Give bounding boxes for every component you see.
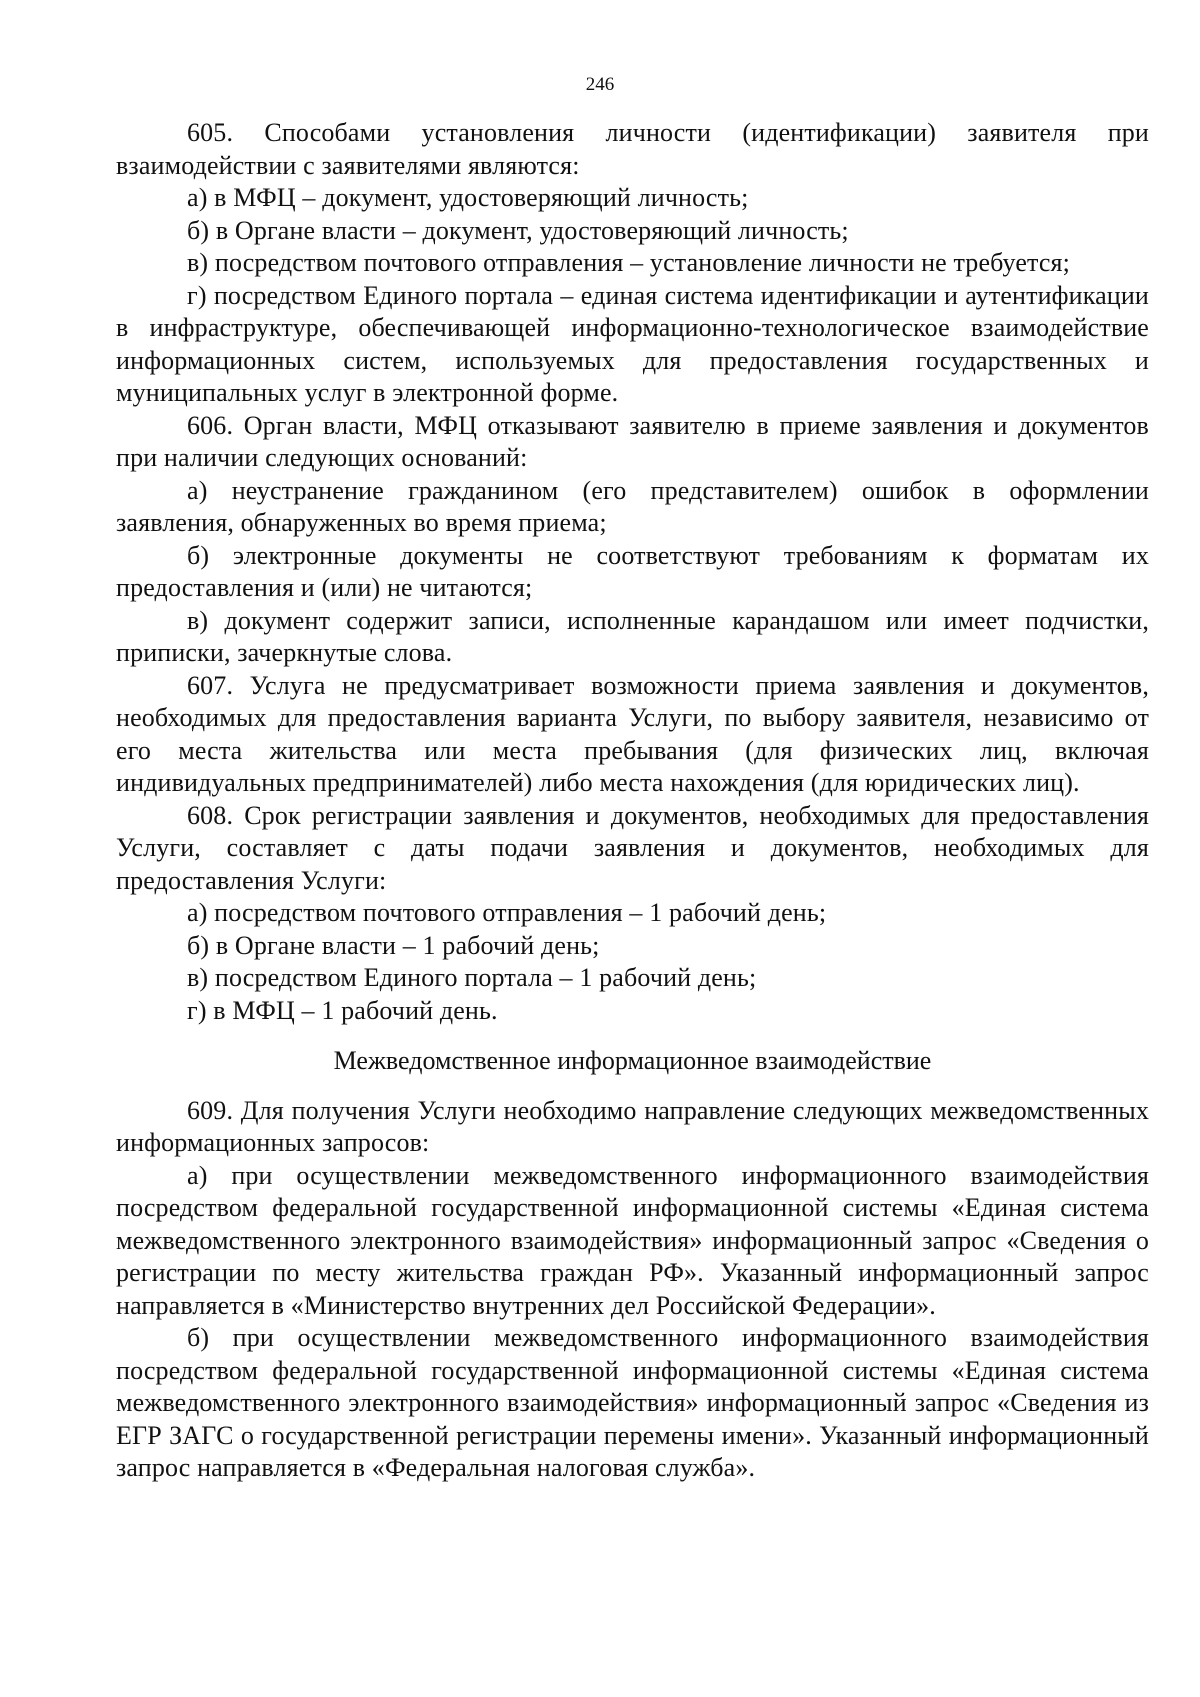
section-heading: Межведомственное информационное взаимодействие [333, 1046, 932, 1075]
paragraph-606: 606. Орган власти, МФЦ отказывают заявителю в приеме заявления и документов при наличии следующих оснований: [116, 410, 1149, 472]
paragraph-608-g: г) в МФЦ – 1 рабочий день. [187, 995, 498, 1025]
paragraph-607: 607. Услуга не предусматривает возможности приема заявления и документов, необходимых для предоставления варианта Услуги, по выбору заявителя, независимо от его места жительства или места пребывания (для физических лиц, включая индивидуальных предпринимателей) либо места нахождения (для юридических лиц). [116, 670, 1149, 797]
paragraph-608-a: а) посредством почтового отправления – 1 рабочий день; [187, 898, 827, 927]
paragraph-605-b: б) в Органе власти – документ, удостоверяющий личность; [187, 215, 849, 245]
paragraph-608-v: в) посредством Единого портала – 1 рабочий день; [187, 963, 757, 992]
paragraph-605-g: г) посредством Единого портала – единая система идентификации и аутентификации в инфраструктуре, обеспечивающей информационно-технологическое взаимодействие информационных систем, используемых для предоставления государственных и муниципальных услуг в электронной форме. [116, 280, 1149, 407]
document-body [116, 117, 1149, 1485]
paragraph-608: 608. Срок регистрации заявления и документов, необходимых для предоставления Услуги, составляет с даты подачи заявления и документов, необходимых для предоставления Услуги: [116, 800, 1149, 895]
paragraph-608-b: б) в Органе власти – 1 рабочий день; [187, 930, 600, 960]
paragraph-609-a: а) при осуществлении межведомственного информационного взаимодействия посредством федеральной государственной информационной системы «Единая система межведомственного электронного взаимодействия» информационный запрос «Сведения о регистрации по месту жительства граждан РФ». Указанный информационный запрос направляется в «Министерство внутренних дел Российской Федерации». [116, 1160, 1149, 1320]
paragraph-609-b: б) при осуществлении межведомственного информационного взаимодействия посредством федеральной государственной информационной системы «Единая система межведомственного электронного взаимодействия» информационный запрос «Сведения из ЕГР ЗАГС о государственной регистрации перемены имени». Указанный информационный запрос направляется в «Федеральная налоговая служба». [116, 1323, 1149, 1482]
paragraph-605-a: а) в МФЦ – документ, удостоверяющий личность; [187, 183, 749, 212]
paragraph-606-v: в) документ содержит записи, исполненные карандашом или имеет подчистки, приписки, зачеркнутые слова. [116, 605, 1149, 667]
page-number: 246 [585, 74, 615, 95]
paragraph-605-v: в) посредством почтового отправления – установление личности не требуется; [187, 248, 1071, 277]
paragraph-609: 609. Для получения Услуги необходимо направление следующих межведомственных информационных запросов: [116, 1095, 1149, 1157]
paragraph-606-a: а) неустранение гражданином (его представителем) ошибок в оформлении заявления, обнаруженных во время приема; [116, 475, 1149, 537]
paragraph-605: 605. Способами установления личности (идентификации) заявителя при взаимодействии с заявителями являются: [116, 118, 1149, 180]
paragraph-606-b: б) электронные документы не соответствуют требованиям к форматам их предоставления и (или) не читаются; [116, 540, 1149, 602]
